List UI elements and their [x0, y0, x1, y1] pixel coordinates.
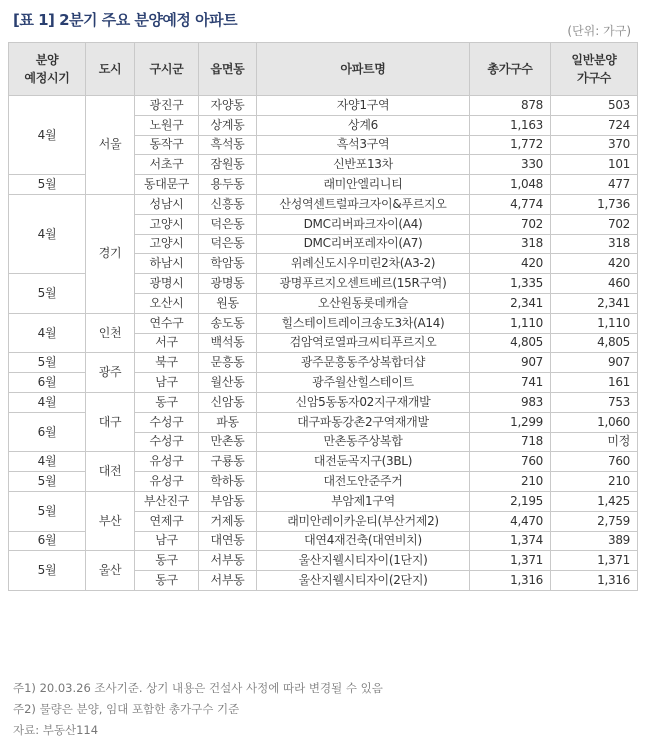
- district-cell: 부산진구: [135, 491, 199, 511]
- period-cell: 5월: [9, 551, 86, 591]
- general-units-cell: 161: [551, 373, 638, 393]
- city-cell: 부산: [86, 491, 135, 550]
- table-row: [9, 452, 638, 472]
- table-row: [9, 491, 638, 511]
- general-units-cell: 420: [551, 254, 638, 274]
- town-cell: 학암동: [199, 254, 257, 274]
- total-units-cell: 1,163: [470, 115, 551, 135]
- total-units-cell: 1,110: [470, 313, 551, 333]
- general-units-cell: 4,805: [551, 333, 638, 353]
- district-cell: 하남시: [135, 254, 199, 274]
- apartment-name-cell: 광주문흥동주상복합더샵: [257, 353, 470, 373]
- apartment-name-cell: 대연4재건축(대연비치): [257, 531, 470, 551]
- total-units-cell: 741: [470, 373, 551, 393]
- district-cell: 북구: [135, 353, 199, 373]
- apartment-name-cell: 울산지웰시티자이(1단지): [257, 551, 470, 571]
- general-units-cell: 1,316: [551, 571, 638, 591]
- city-cell: 광주: [86, 353, 135, 393]
- apartment-name-cell: 대구파동강촌2구역재개발: [257, 412, 470, 432]
- total-units-cell: 1,299: [470, 412, 551, 432]
- general-units-cell: 101: [551, 155, 638, 175]
- general-units-cell: 1,371: [551, 551, 638, 571]
- total-units-cell: 4,774: [470, 194, 551, 214]
- general-units-cell: 210: [551, 472, 638, 492]
- town-cell: 광명동: [199, 274, 257, 294]
- apartment-name-cell: 검암역로열파크씨티푸르지오: [257, 333, 470, 353]
- district-cell: 수성구: [135, 412, 199, 432]
- header-total-units: 총가구수: [470, 43, 551, 96]
- general-units-cell: 2,759: [551, 511, 638, 531]
- table-title: [표 1] 2분기 주요 분양예정 아파트: [13, 11, 238, 29]
- town-cell: 서부동: [199, 571, 257, 591]
- footnotes: [13, 678, 383, 741]
- apartment-name-cell: 대전도안준주거: [257, 472, 470, 492]
- district-cell: 동구: [135, 551, 199, 571]
- apartment-name-cell: 오산원동롯데캐슬: [257, 293, 470, 313]
- apartment-name-cell: DMC리버포레자이(A7): [257, 234, 470, 254]
- general-units-cell: 318: [551, 234, 638, 254]
- header-city: 도시: [86, 43, 135, 96]
- town-cell: 용두동: [199, 175, 257, 195]
- city-cell: 대전: [86, 452, 135, 492]
- total-units-cell: 983: [470, 392, 551, 412]
- general-units-cell: 389: [551, 531, 638, 551]
- town-cell: 송도동: [199, 313, 257, 333]
- district-cell: 서구: [135, 333, 199, 353]
- apartment-name-cell: 신반포13차: [257, 155, 470, 175]
- general-units-cell: 370: [551, 135, 638, 155]
- period-cell: 4월: [9, 194, 86, 273]
- district-cell: 성남시: [135, 194, 199, 214]
- total-units-cell: 878: [470, 96, 551, 116]
- period-cell: 5월: [9, 472, 86, 492]
- period-cell: 4월: [9, 96, 86, 175]
- town-cell: 거제동: [199, 511, 257, 531]
- district-cell: 오산시: [135, 293, 199, 313]
- header-apartment-name: 아파트명: [257, 43, 470, 96]
- district-cell: 동대문구: [135, 175, 199, 195]
- footnote-volume-basis: 주2) 물량은 분양, 임대 포함한 총가구수 기준: [13, 702, 240, 716]
- period-cell: 4월: [9, 313, 86, 353]
- apartment-name-cell: 만촌동주상복합: [257, 432, 470, 452]
- town-cell: 만촌동: [199, 432, 257, 452]
- total-units-cell: 760: [470, 452, 551, 472]
- total-units-cell: 1,371: [470, 551, 551, 571]
- apartment-name-cell: 산성역센트럴파크자이&푸르지오: [257, 194, 470, 214]
- apartment-name-cell: 흑석3구역: [257, 135, 470, 155]
- town-cell: 문흥동: [199, 353, 257, 373]
- general-units-cell: 미정: [551, 432, 638, 452]
- total-units-cell: 1,335: [470, 274, 551, 294]
- total-units-cell: 2,341: [470, 293, 551, 313]
- period-cell: 5월: [9, 353, 86, 373]
- district-cell: 수성구: [135, 432, 199, 452]
- total-units-cell: 702: [470, 214, 551, 234]
- period-cell: 5월: [9, 175, 86, 195]
- period-cell: 5월: [9, 491, 86, 531]
- table-row: [9, 353, 638, 373]
- unit-label: (단위: 가구): [567, 24, 631, 38]
- general-units-cell: 760: [551, 452, 638, 472]
- total-units-cell: 907: [470, 353, 551, 373]
- table-row: [9, 313, 638, 333]
- table-row: [9, 96, 638, 116]
- general-units-cell: 1,110: [551, 313, 638, 333]
- source-note: 자료: 부동산114: [13, 723, 99, 737]
- header-period: 분양 예정시기: [9, 43, 86, 96]
- apartment-name-cell: 상계6: [257, 115, 470, 135]
- table-row: [9, 392, 638, 412]
- period-cell: 5월: [9, 274, 86, 314]
- apartment-name-cell: 래미안엘리니티: [257, 175, 470, 195]
- footnote-survey-basis: 주1) 20.03.26 조사기준. 상기 내용은 건설사 사정에 따라 변경될 수 있음: [13, 681, 383, 695]
- apartment-name-cell: 힐스테이트레이크송도3차(A14): [257, 313, 470, 333]
- period-cell: 4월: [9, 392, 86, 412]
- district-cell: 동구: [135, 571, 199, 591]
- apartment-name-cell: 울산지웰시티자이(2단지): [257, 571, 470, 591]
- district-cell: 동구: [135, 392, 199, 412]
- town-cell: 서부동: [199, 551, 257, 571]
- city-cell: 경기: [86, 194, 135, 313]
- district-cell: 남구: [135, 373, 199, 393]
- apartment-name-cell: DMC리버파크자이(A4): [257, 214, 470, 234]
- general-units-cell: 753: [551, 392, 638, 412]
- total-units-cell: 1,316: [470, 571, 551, 591]
- header-town: 읍면동: [199, 43, 257, 96]
- total-units-cell: 1,048: [470, 175, 551, 195]
- general-units-cell: 460: [551, 274, 638, 294]
- town-cell: 구룡동: [199, 452, 257, 472]
- apartment-name-cell: 위례신도시우미린2차(A3-2): [257, 254, 470, 274]
- general-units-cell: 1,060: [551, 412, 638, 432]
- district-cell: 남구: [135, 531, 199, 551]
- district-cell: 고양시: [135, 214, 199, 234]
- district-cell: 광진구: [135, 96, 199, 116]
- general-units-cell: 907: [551, 353, 638, 373]
- general-units-cell: 702: [551, 214, 638, 234]
- district-cell: 유성구: [135, 472, 199, 492]
- header-district: 구시군: [135, 43, 199, 96]
- general-units-cell: 724: [551, 115, 638, 135]
- town-cell: 덕은동: [199, 234, 257, 254]
- total-units-cell: 420: [470, 254, 551, 274]
- general-units-cell: 477: [551, 175, 638, 195]
- apartment-name-cell: 자양1구역: [257, 96, 470, 116]
- town-cell: 상계동: [199, 115, 257, 135]
- table-row: [9, 551, 638, 571]
- total-units-cell: 1,772: [470, 135, 551, 155]
- apartment-name-cell: 대전둔곡지구(3BL): [257, 452, 470, 472]
- apartment-name-cell: 광주월산힐스테이트: [257, 373, 470, 393]
- town-cell: 월산동: [199, 373, 257, 393]
- table-row: [9, 194, 638, 214]
- district-cell: 고양시: [135, 234, 199, 254]
- town-cell: 원동: [199, 293, 257, 313]
- town-cell: 파동: [199, 412, 257, 432]
- city-cell: 대구: [86, 392, 135, 451]
- general-units-cell: 2,341: [551, 293, 638, 313]
- apartment-name-cell: 부암제1구역: [257, 491, 470, 511]
- general-units-cell: 1,736: [551, 194, 638, 214]
- district-cell: 유성구: [135, 452, 199, 472]
- town-cell: 대연동: [199, 531, 257, 551]
- total-units-cell: 718: [470, 432, 551, 452]
- total-units-cell: 318: [470, 234, 551, 254]
- total-units-cell: 4,805: [470, 333, 551, 353]
- town-cell: 부암동: [199, 491, 257, 511]
- town-cell: 신흥동: [199, 194, 257, 214]
- apartment-name-cell: 광명푸르지오센트베르(15R구역): [257, 274, 470, 294]
- period-cell: 4월: [9, 452, 86, 472]
- town-cell: 잠원동: [199, 155, 257, 175]
- town-cell: 자양동: [199, 96, 257, 116]
- apartment-name-cell: 신암5동동자02지구재개발: [257, 392, 470, 412]
- period-cell: 6월: [9, 531, 86, 551]
- town-cell: 백석동: [199, 333, 257, 353]
- general-units-cell: 1,425: [551, 491, 638, 511]
- total-units-cell: 2,195: [470, 491, 551, 511]
- city-cell: 인천: [86, 313, 135, 353]
- town-cell: 신암동: [199, 392, 257, 412]
- city-cell: 서울: [86, 96, 135, 195]
- apartment-name-cell: 래미안레이카운티(부산거제2): [257, 511, 470, 531]
- town-cell: 흑석동: [199, 135, 257, 155]
- town-cell: 학하동: [199, 472, 257, 492]
- total-units-cell: 330: [470, 155, 551, 175]
- period-cell: 6월: [9, 412, 86, 452]
- header-general-units: 일반분양 가구수: [551, 43, 638, 96]
- city-cell: 울산: [86, 551, 135, 591]
- total-units-cell: 4,470: [470, 511, 551, 531]
- district-cell: 광명시: [135, 274, 199, 294]
- district-cell: 연제구: [135, 511, 199, 531]
- apartment-table: [8, 42, 638, 591]
- total-units-cell: 1,374: [470, 531, 551, 551]
- district-cell: 연수구: [135, 313, 199, 333]
- district-cell: 동작구: [135, 135, 199, 155]
- district-cell: 노원구: [135, 115, 199, 135]
- general-units-cell: 503: [551, 96, 638, 116]
- period-cell: 6월: [9, 373, 86, 393]
- total-units-cell: 210: [470, 472, 551, 492]
- district-cell: 서초구: [135, 155, 199, 175]
- town-cell: 덕은동: [199, 214, 257, 234]
